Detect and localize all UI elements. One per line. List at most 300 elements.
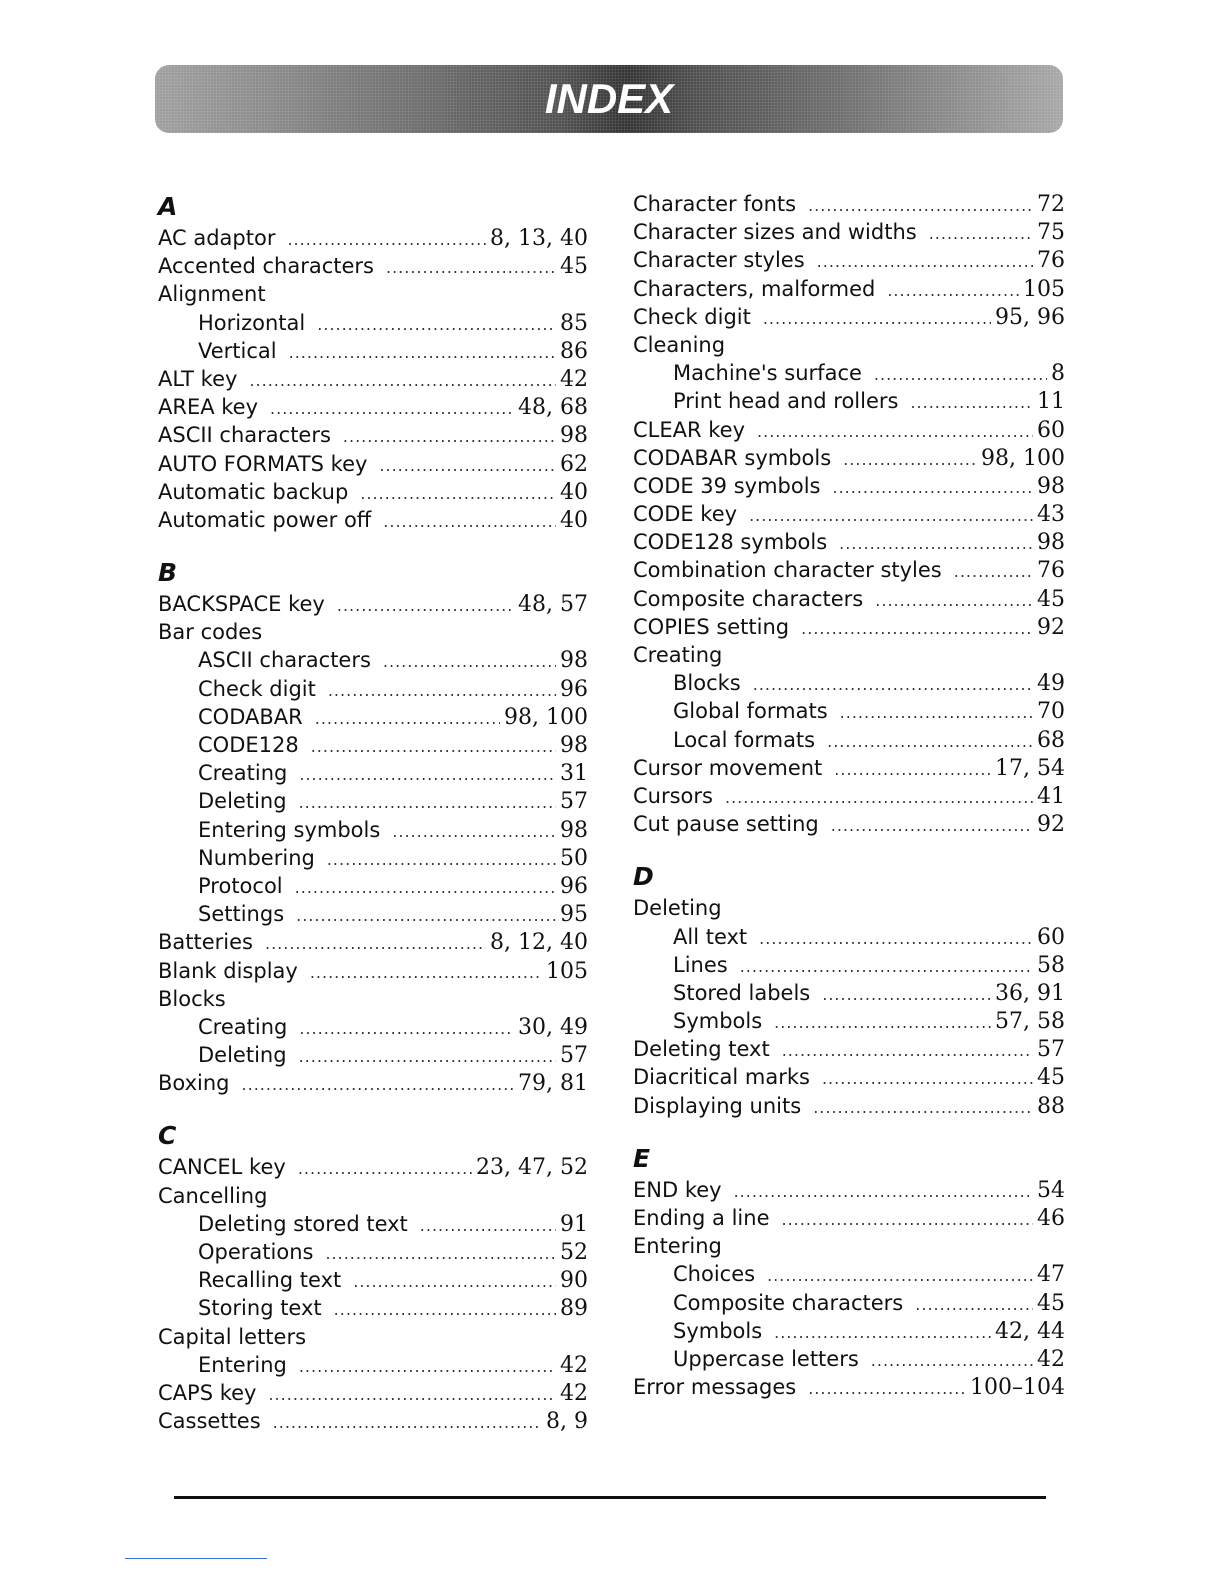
dot-leader bbox=[386, 254, 556, 282]
index-entry bbox=[633, 810, 1065, 838]
dot-leader bbox=[328, 677, 556, 705]
entry-term: Creating bbox=[198, 1014, 288, 1039]
dot-leader bbox=[874, 361, 1047, 389]
entry-term: Character fonts bbox=[633, 192, 797, 216]
index-entry bbox=[633, 246, 1065, 274]
section-letter: C bbox=[158, 1121, 177, 1151]
dot-leader bbox=[249, 367, 556, 395]
index-subentry bbox=[158, 675, 588, 703]
entry-term: Settings bbox=[198, 902, 285, 927]
entry-term: Accented characters bbox=[158, 254, 374, 279]
dot-leader bbox=[299, 789, 556, 817]
index-entry bbox=[633, 190, 1065, 218]
index-subentry bbox=[633, 1007, 1065, 1035]
entry-pages: 43 bbox=[1037, 502, 1065, 528]
entry-term: ASCII characters bbox=[198, 648, 371, 673]
entry-pages: 90 bbox=[560, 1268, 588, 1294]
entry-pages: 42 bbox=[560, 366, 588, 392]
dot-leader bbox=[334, 1296, 556, 1324]
index-entry bbox=[633, 472, 1065, 500]
dot-leader bbox=[871, 1347, 1033, 1375]
dot-leader bbox=[242, 1071, 515, 1099]
entry-pages: 60 bbox=[1037, 417, 1065, 443]
index-subentry bbox=[633, 1345, 1065, 1373]
entry-term: AUTO FORMATS key bbox=[158, 451, 368, 476]
index-subentry bbox=[158, 337, 588, 365]
entry-pages: 54 bbox=[1037, 1177, 1065, 1203]
entry-term: Creating bbox=[633, 643, 723, 667]
dot-leader bbox=[383, 648, 556, 676]
index-header-banner bbox=[155, 65, 1063, 133]
index-subentry bbox=[158, 787, 588, 815]
entry-pages: 42 bbox=[560, 1380, 588, 1406]
entry-pages: 49 bbox=[1037, 671, 1065, 697]
entry-pages: 88 bbox=[1037, 1093, 1065, 1119]
entry-pages: 95, 96 bbox=[995, 304, 1065, 330]
index-subentry bbox=[158, 1210, 588, 1238]
index-subentry bbox=[633, 951, 1065, 979]
entry-term: ALT key bbox=[158, 366, 238, 391]
dot-leader bbox=[915, 1291, 1033, 1319]
index-entry bbox=[633, 416, 1065, 444]
entry-term: CODABAR bbox=[198, 704, 303, 729]
entry-term: COPIES setting bbox=[633, 614, 790, 639]
entry-pages: 85 bbox=[560, 310, 588, 336]
entry-term: CODE128 symbols bbox=[633, 530, 828, 555]
index-entry bbox=[633, 894, 1065, 922]
index-entry bbox=[633, 1176, 1065, 1204]
dot-leader bbox=[774, 1009, 991, 1037]
entry-term: Blocks bbox=[158, 986, 226, 1011]
dot-leader bbox=[420, 1212, 556, 1240]
index-subentry bbox=[158, 844, 588, 872]
dot-leader bbox=[822, 1065, 1033, 1093]
entry-term: Protocol bbox=[198, 873, 283, 898]
index-subentry bbox=[633, 979, 1065, 1007]
entry-pages: 8, 9 bbox=[546, 1409, 588, 1435]
section-letter: E bbox=[633, 1143, 651, 1173]
entry-pages: 98 bbox=[560, 423, 588, 449]
index-subentry bbox=[158, 703, 588, 731]
dot-leader bbox=[759, 925, 1033, 953]
entry-pages: 96 bbox=[560, 676, 588, 702]
entry-term: Operations bbox=[198, 1240, 314, 1264]
entry-pages: 40 bbox=[560, 479, 588, 505]
index-entry bbox=[633, 218, 1065, 246]
index-entry bbox=[633, 275, 1065, 303]
entry-pages: 41 bbox=[1037, 783, 1065, 809]
dot-leader bbox=[875, 587, 1033, 615]
entry-term: Recalling text bbox=[198, 1268, 342, 1293]
dot-leader bbox=[295, 874, 556, 902]
corner-underline bbox=[125, 1558, 267, 1559]
dot-leader bbox=[753, 671, 1033, 699]
entry-term: Cursor movement bbox=[633, 755, 823, 780]
index-entry bbox=[633, 754, 1065, 782]
index-subentry bbox=[158, 1351, 588, 1379]
entry-pages: 98 bbox=[1037, 473, 1065, 499]
entry-term: CODE128 bbox=[198, 733, 299, 757]
section-letter: D bbox=[633, 862, 654, 892]
dot-leader bbox=[270, 395, 514, 423]
entry-pages: 8, 12, 40 bbox=[490, 930, 588, 956]
entry-pages: 98 bbox=[560, 817, 588, 843]
dot-leader bbox=[832, 474, 1033, 502]
index-subentry bbox=[633, 669, 1065, 697]
dot-leader bbox=[929, 220, 1033, 248]
entry-term: Creating bbox=[198, 761, 288, 786]
entry-pages: 86 bbox=[560, 338, 588, 364]
dot-leader bbox=[757, 418, 1033, 446]
dot-leader bbox=[299, 1015, 514, 1043]
index-entry bbox=[633, 331, 1065, 359]
entry-term: Diacritical marks bbox=[633, 1065, 810, 1090]
index-entry bbox=[158, 985, 588, 1013]
dot-leader bbox=[801, 615, 1033, 643]
entry-term: Deleting bbox=[633, 896, 722, 921]
index-column-right bbox=[633, 190, 1065, 1423]
page-title: INDEX bbox=[544, 75, 674, 122]
dot-leader bbox=[299, 761, 556, 789]
entry-pages: 48, 57 bbox=[518, 592, 588, 618]
dot-leader bbox=[808, 192, 1033, 220]
entry-term: Bar codes bbox=[158, 620, 263, 645]
dot-leader bbox=[343, 423, 556, 451]
entry-pages: 91 bbox=[560, 1211, 588, 1237]
dot-leader bbox=[325, 1240, 556, 1268]
index-entry bbox=[633, 1035, 1065, 1063]
index-entry bbox=[633, 1204, 1065, 1232]
index-entry bbox=[158, 1153, 588, 1181]
entry-term: Horizontal bbox=[198, 310, 306, 335]
dot-leader bbox=[311, 733, 556, 761]
index-entry bbox=[633, 444, 1065, 472]
entry-term: Combination character styles bbox=[633, 558, 942, 583]
entry-pages: 62 bbox=[560, 451, 588, 477]
index-entry bbox=[158, 1379, 588, 1407]
index-subentry bbox=[633, 923, 1065, 951]
dot-leader bbox=[327, 846, 556, 874]
section-letter: A bbox=[158, 192, 178, 221]
dot-leader bbox=[763, 305, 991, 333]
entry-term: Blank display bbox=[158, 958, 298, 983]
index-entry bbox=[158, 1407, 588, 1435]
index-entry bbox=[158, 365, 588, 393]
dot-leader bbox=[353, 1268, 556, 1296]
index-entry bbox=[158, 1182, 588, 1210]
dot-leader bbox=[817, 248, 1033, 276]
index-entry bbox=[633, 1092, 1065, 1120]
entry-term: Cancelling bbox=[158, 1183, 268, 1208]
index-entry bbox=[158, 506, 588, 534]
entry-term: Global formats bbox=[673, 699, 828, 724]
entry-pages: 98 bbox=[1037, 530, 1065, 556]
entry-pages: 79, 81 bbox=[518, 1071, 588, 1097]
index-entry bbox=[633, 585, 1065, 613]
entry-pages: 47 bbox=[1037, 1262, 1065, 1288]
entry-pages: 60 bbox=[1037, 924, 1065, 950]
index-subentry bbox=[158, 1013, 588, 1041]
entry-term: Local formats bbox=[673, 727, 816, 752]
entry-pages: 11 bbox=[1037, 389, 1065, 415]
entry-pages: 96 bbox=[560, 873, 588, 899]
entry-pages: 105 bbox=[546, 958, 588, 984]
entry-pages: 45 bbox=[1037, 586, 1065, 612]
dot-leader bbox=[767, 1262, 1033, 1290]
entry-pages: 23, 47, 52 bbox=[476, 1155, 588, 1181]
dot-leader bbox=[360, 480, 556, 508]
dot-leader bbox=[273, 1409, 542, 1437]
entry-term: Stored labels bbox=[673, 980, 811, 1005]
entry-term: Deleting stored text bbox=[198, 1211, 408, 1236]
index-entry bbox=[158, 957, 588, 985]
entry-term: All text bbox=[673, 924, 748, 949]
dot-leader bbox=[299, 1043, 556, 1071]
entry-pages: 36, 91 bbox=[995, 980, 1065, 1006]
entry-pages: 98, 100 bbox=[504, 704, 588, 730]
entry-pages: 42 bbox=[1037, 1346, 1065, 1372]
entry-pages: 8, 13, 40 bbox=[490, 226, 588, 251]
entry-term: Ending a line bbox=[633, 1206, 770, 1230]
entry-pages: 100–104 bbox=[970, 1375, 1065, 1401]
dot-leader bbox=[383, 508, 556, 536]
index-subentry bbox=[158, 759, 588, 787]
index-entry bbox=[633, 556, 1065, 584]
entry-term: CAPS key bbox=[158, 1380, 257, 1405]
index-section bbox=[633, 190, 1065, 838]
dot-leader bbox=[265, 930, 486, 958]
entry-pages: 105 bbox=[1023, 276, 1065, 302]
index-subentry bbox=[633, 1317, 1065, 1345]
dot-leader bbox=[839, 530, 1033, 558]
dot-leader bbox=[268, 1381, 556, 1409]
index-subentry bbox=[633, 359, 1065, 387]
entry-term: Lines bbox=[673, 952, 728, 977]
entry-pages: 17, 54 bbox=[995, 755, 1065, 781]
entry-term: Characters, malformed bbox=[633, 276, 876, 301]
dot-leader bbox=[887, 277, 1019, 305]
index-section bbox=[158, 556, 588, 1097]
entry-pages: 30, 49 bbox=[518, 1014, 588, 1040]
entry-pages: 48, 68 bbox=[518, 395, 588, 421]
index-entry bbox=[158, 252, 588, 280]
entry-term: Deleting bbox=[198, 789, 287, 814]
entry-pages: 50 bbox=[560, 845, 588, 871]
dot-leader bbox=[296, 902, 556, 930]
index-entry bbox=[633, 1373, 1065, 1401]
entry-pages: 98, 100 bbox=[981, 445, 1065, 471]
entry-term: Deleting bbox=[198, 1043, 287, 1068]
entry-term: Automatic power off bbox=[158, 507, 372, 532]
index-subentry bbox=[158, 872, 588, 900]
dot-leader bbox=[834, 756, 991, 784]
index-entry bbox=[633, 613, 1065, 641]
entry-term: Composite characters bbox=[673, 1290, 904, 1315]
entry-pages: 92 bbox=[1037, 614, 1065, 640]
entry-term: AC adaptor bbox=[158, 226, 276, 250]
entry-term: Error messages bbox=[633, 1375, 797, 1400]
index-entry bbox=[158, 224, 588, 252]
dot-leader bbox=[831, 812, 1033, 840]
dot-leader bbox=[298, 1155, 472, 1183]
entry-term: Batteries bbox=[158, 930, 253, 955]
index-subentry bbox=[158, 1041, 588, 1069]
dot-leader bbox=[299, 1353, 556, 1381]
entry-pages: 57 bbox=[560, 1043, 588, 1069]
entry-term: Automatic backup bbox=[158, 479, 349, 504]
index-section bbox=[633, 860, 1065, 1120]
dot-leader bbox=[315, 705, 500, 733]
entry-term: Entering bbox=[198, 1352, 287, 1377]
entry-term: Choices bbox=[673, 1262, 756, 1287]
index-entry bbox=[158, 618, 588, 646]
index-column-left bbox=[158, 190, 588, 1457]
index-subentry bbox=[158, 731, 588, 759]
entry-term: Storing text bbox=[198, 1296, 322, 1321]
index-section bbox=[158, 190, 588, 534]
index-subentry bbox=[158, 1238, 588, 1266]
index-subentry bbox=[158, 646, 588, 674]
entry-pages: 46 bbox=[1037, 1206, 1065, 1231]
entry-pages: 75 bbox=[1037, 220, 1065, 246]
index-section bbox=[158, 1119, 588, 1435]
entry-pages: 45 bbox=[1037, 1290, 1065, 1316]
index-subentry bbox=[158, 900, 588, 928]
dot-leader bbox=[740, 953, 1033, 981]
entry-pages: 40 bbox=[560, 507, 588, 533]
entry-pages: 57 bbox=[560, 789, 588, 815]
entry-term: Cleaning bbox=[633, 332, 726, 357]
dot-leader bbox=[310, 959, 542, 987]
entry-term: Print head and rollers bbox=[673, 389, 899, 414]
entry-term: CODE key bbox=[633, 502, 738, 527]
entry-pages: 57 bbox=[1037, 1037, 1065, 1063]
index-subentry bbox=[158, 1294, 588, 1322]
index-subentry bbox=[158, 309, 588, 337]
dot-leader bbox=[774, 1319, 991, 1347]
dot-leader bbox=[379, 452, 556, 480]
index-entry bbox=[158, 450, 588, 478]
index-subentry bbox=[633, 697, 1065, 725]
entry-term: AREA key bbox=[158, 395, 259, 420]
entry-term: CLEAR key bbox=[633, 417, 746, 442]
index-subentry bbox=[633, 1260, 1065, 1288]
entry-pages: 31 bbox=[560, 761, 588, 787]
entry-pages: 76 bbox=[1037, 558, 1065, 584]
section-letter: B bbox=[158, 558, 178, 588]
dot-leader bbox=[843, 446, 977, 474]
entry-pages: 89 bbox=[560, 1296, 588, 1322]
index-entry bbox=[158, 1069, 588, 1097]
index-entry bbox=[158, 590, 588, 618]
index-entry bbox=[633, 641, 1065, 669]
entry-pages: 72 bbox=[1037, 192, 1065, 217]
entry-term: CODE 39 symbols bbox=[633, 473, 821, 498]
entry-term: Composite characters bbox=[633, 586, 864, 611]
dot-leader bbox=[392, 818, 556, 846]
entry-pages: 57, 58 bbox=[995, 1009, 1065, 1035]
entry-term: Numbering bbox=[198, 845, 315, 870]
index-entry bbox=[633, 782, 1065, 810]
entry-term: Machine's surface bbox=[673, 361, 862, 386]
entry-term: Deleting text bbox=[633, 1037, 770, 1062]
dot-leader bbox=[725, 784, 1033, 812]
dot-leader bbox=[749, 502, 1033, 530]
entry-term: Blocks bbox=[673, 671, 741, 696]
dot-leader bbox=[813, 1094, 1033, 1122]
index-entry bbox=[158, 393, 588, 421]
dot-leader bbox=[782, 1037, 1033, 1065]
index-entry bbox=[158, 421, 588, 449]
index-subentry bbox=[633, 726, 1065, 754]
entry-pages: 8 bbox=[1051, 361, 1065, 387]
dot-leader bbox=[287, 226, 486, 254]
index-entry bbox=[633, 303, 1065, 331]
dot-leader bbox=[317, 311, 556, 339]
entry-pages: 68 bbox=[1037, 727, 1065, 753]
entry-term: Entering bbox=[633, 1234, 722, 1259]
entry-term: Cut pause setting bbox=[633, 812, 819, 837]
entry-term: Character styles bbox=[633, 248, 805, 273]
index-entry bbox=[158, 928, 588, 956]
index-section bbox=[633, 1142, 1065, 1402]
index-entry bbox=[633, 500, 1065, 528]
entry-pages: 45 bbox=[560, 254, 588, 280]
entry-term: Check digit bbox=[198, 676, 316, 701]
index-subentry bbox=[633, 387, 1065, 415]
index-entry bbox=[158, 478, 588, 506]
entry-pages: 76 bbox=[1037, 248, 1065, 274]
entry-pages: 45 bbox=[1037, 1065, 1065, 1091]
dot-leader bbox=[840, 699, 1033, 727]
entry-term: Displaying units bbox=[633, 1093, 802, 1118]
dot-leader bbox=[734, 1178, 1033, 1206]
dot-leader bbox=[337, 592, 514, 620]
entry-term: BACKSPACE key bbox=[158, 592, 325, 617]
index-subentry bbox=[633, 1289, 1065, 1317]
entry-pages: 95 bbox=[560, 902, 588, 928]
index-entry bbox=[633, 1063, 1065, 1091]
index-entry bbox=[158, 1323, 588, 1351]
dot-leader bbox=[808, 1375, 966, 1403]
dot-leader bbox=[822, 981, 991, 1009]
entry-term: Character sizes and widths bbox=[633, 220, 917, 245]
entry-pages: 70 bbox=[1037, 699, 1065, 725]
index-subentry bbox=[158, 1266, 588, 1294]
footer-divider bbox=[174, 1496, 1046, 1499]
dot-leader bbox=[827, 728, 1033, 756]
entry-pages: 52 bbox=[560, 1240, 588, 1265]
index-entry bbox=[633, 1232, 1065, 1260]
index-entry bbox=[633, 528, 1065, 556]
entry-term: Capital letters bbox=[158, 1324, 307, 1349]
entry-term: Entering symbols bbox=[198, 817, 381, 842]
entry-pages: 92 bbox=[1037, 812, 1065, 838]
dot-leader bbox=[910, 389, 1033, 417]
entry-term: Uppercase letters bbox=[673, 1346, 859, 1371]
entry-term: Symbols bbox=[673, 1009, 763, 1034]
entry-term: Check digit bbox=[633, 304, 751, 329]
entry-term: Symbols bbox=[673, 1318, 763, 1343]
entry-term: ASCII characters bbox=[158, 423, 331, 448]
entry-pages: 42, 44 bbox=[995, 1318, 1065, 1344]
index-subentry bbox=[158, 816, 588, 844]
entry-pages: 58 bbox=[1037, 952, 1065, 978]
dot-leader bbox=[782, 1206, 1034, 1234]
entry-term: CANCEL key bbox=[158, 1155, 286, 1180]
entry-term: Vertical bbox=[198, 338, 277, 363]
entry-term: Cursors bbox=[633, 783, 713, 808]
